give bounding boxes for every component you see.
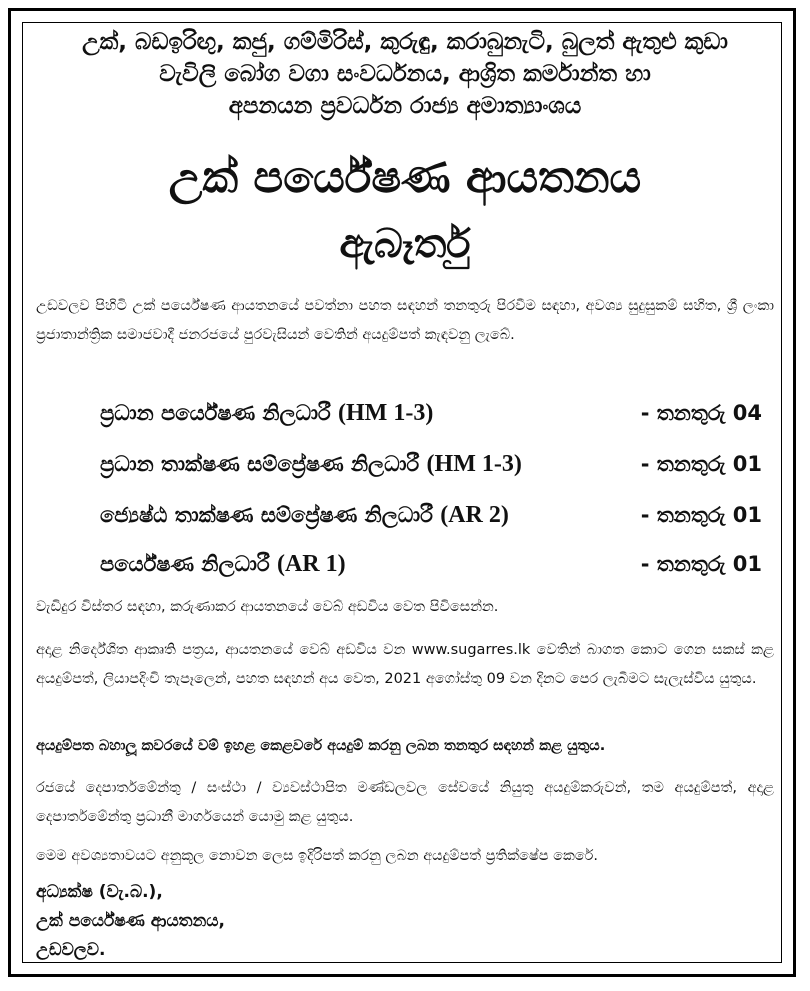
post-row — [100, 544, 762, 584]
post-title: පර්යේෂණ නිලධාරී (AR 1) — [100, 551, 346, 577]
post-count: - තනතුරු 01 — [640, 552, 762, 576]
post-title: ප්‍රධාන පර්යේෂණ නිලධාරී (HM 1-3) — [100, 400, 434, 426]
signature-institute: උක් පර්යේෂණ ආයතනය, — [36, 911, 225, 931]
post-row — [100, 444, 762, 484]
envelope-instruction: අයදුම්පත බහාලූ කවරයේ වම් ඉහළ කෙළවරේ අයදුම් කරනු ලබන තනතුර සඳහන් කළ යුතුය. — [36, 738, 606, 754]
ministry-header-line-3: අපනයන ප්‍රවර්ධන රාජ්‍ය අමාත්‍යාංශය — [228, 93, 582, 119]
post-row — [100, 393, 762, 433]
details-paragraph: වැඩිදුර විස්තර සඳහා, කරුණාකර ආයතනයේ වෙබ් අඩවිය වෙත පිවිසෙන්න. — [36, 599, 499, 615]
intro-paragraph: උඩවලව පිහිටි උක් පර්යේෂණ ආයතනයේ පවත්නා පහත සඳහන් තනතුරු පිරවීම සඳහා, අවශ්‍ය සුදුසුකම් සහිත, ශ්‍රී ලංකා ප්‍රජාතාන්ත්‍රික සමාජවාදී ජනරජයේ පුරවැසියන් වෙතින් අයදුම්පත් කැඳවනු ලැබේ. — [36, 298, 774, 343]
page-title: උක් පර්යේෂණ ආයතනය — [168, 152, 642, 203]
post-title: ජ්‍යෙෂ්ඨ තාක්ෂණ සම්ප්‍රේෂණ නිලධාරී (AR 2) — [100, 502, 509, 528]
government-employees-paragraph: රජයේ දෙපාර්තමේන්තු / සංස්ථා / ව්‍යවස්ථාපිත මණ්ඩලවල සේවයේ නියුතු අයදුම්කරුවන්, තම අයදුම්පත්, අදාළ දෙපාර්තමේන්තු ප්‍රධානී මාර්ගයෙන් යොමු කළ යුතුය. — [36, 780, 774, 825]
signature-title: අධ්‍යක්ෂ (වැ.බ.), — [36, 882, 163, 902]
page-subtitle: ඇබෑර්තු — [339, 221, 471, 267]
ministry-header-line-2: වැවිලි බෝග වගා සංවර්ධනය, ආශ්‍රිත කර්මාන්ත හා — [159, 61, 651, 87]
post-count: - තනතුරු 01 — [640, 452, 762, 476]
rejection-notice: මෙම අවශ්‍යතාවයට අනුකූල නොවන ලෙස ඉදිරිපත් කරනු ලබන අයදුම්පත් ප්‍රතික්ෂේප කෙරේ. — [36, 848, 599, 864]
ministry-header-line-1: උක්, බඩඉරිඟු, කජු, ගම්මිරිස්, කුරුඳු, කරාබුනැටි, බුලත් ඇතුළු කුඩා — [82, 29, 728, 55]
post-count: - තනතුරු 01 — [640, 503, 762, 527]
post-title: ප්‍රධාන තාක්ෂණ සම්ප්‍රේෂණ නිලධාරී (HM 1-3) — [100, 451, 522, 477]
application-paragraph: අදාළ නිර්දේශිත ආකෘති පත්‍රය, ආයතනයේ වෙබ් අඩවිය වන www.sugarres.lk වෙතින් බාගත කොට ගෙන සකස් කළ අයදුම්පත්, ලියාපදිංචි තැපෑලෙන්, පහත සඳහන් අය වෙත, 2021 අගෝස්තු 09 වන දිනට පෙර ලැබීමට සැලැස්විය යුතුය. — [36, 642, 774, 687]
post-row — [100, 495, 762, 535]
signature-location: උඩවලව. — [36, 940, 106, 960]
post-count: - තනතුරු 04 — [640, 401, 762, 425]
